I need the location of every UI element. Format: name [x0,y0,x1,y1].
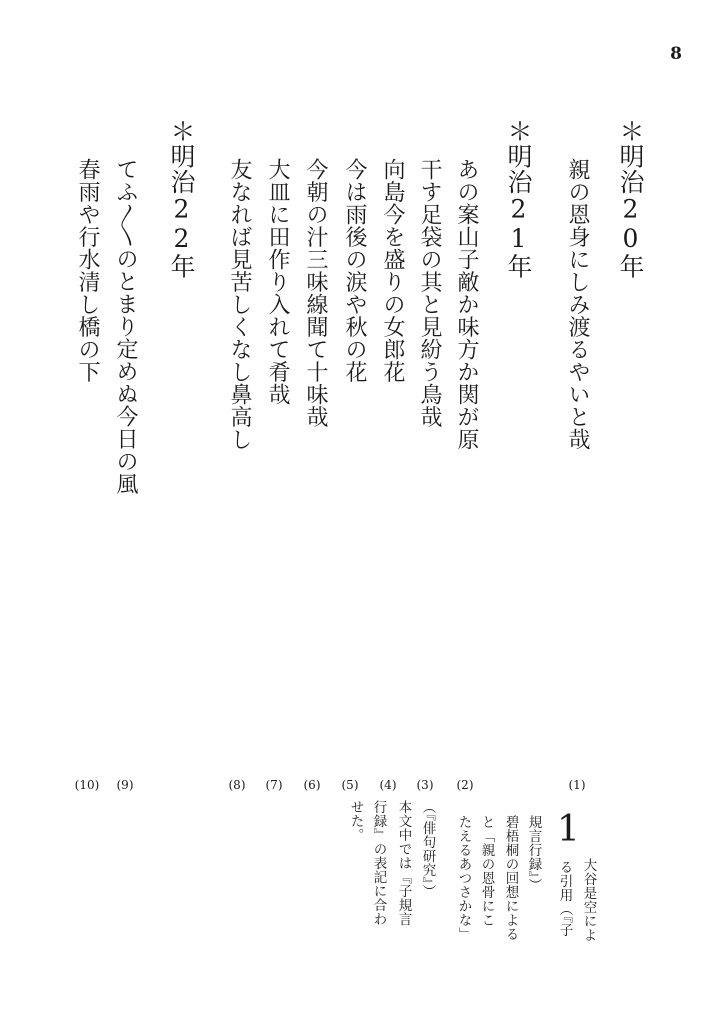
verse-3: 干す足袋の其と見紛う鳥哉 [417,158,442,428]
note-line: （『俳句研究』） [419,800,436,899]
note-number: 1 [557,809,580,850]
note-line: 大谷是空によ [580,858,597,942]
note-line: 規言行録』） [525,815,542,893]
note-line: る引用（『子 [556,860,573,938]
verse-1: 親の恩身にしみ渡るやいと哉 [565,158,590,451]
verse-7: 大皿に田作り入れて肴哉 [265,158,290,406]
note-line: 碧梧桐の回想による [502,815,519,941]
verse-number-4: (4) [379,778,397,792]
note-line: 行録』の表記に合わ [370,800,387,926]
verse-6: 今朝の汁三味線聞て十味哉 [303,158,328,428]
verse-number-3: (3) [416,778,434,792]
note-line: せた。 [347,800,364,842]
section-heading-meiji-21: ＊明治21年 [504,118,533,279]
note-line: たえるあつさかな」 [455,815,472,941]
verse-10: 春雨や行水清し橋の下 [75,158,100,383]
verse-4: 向島今を盛りの女郎花 [380,158,405,383]
verse-number-5: (5) [341,778,359,792]
page-number: 8 [670,44,682,64]
verse-9: てふ〳〵のとまり定めぬ今日の風 [113,158,138,495]
verse-8: 友なれば見苦しくなし鼻高し [227,158,252,451]
verse-number-2: (2) [456,778,474,792]
section-heading-meiji-22: ＊明治22年 [167,118,196,279]
verse-2: あの案山子敵か味方か関が原 [454,158,479,451]
note-line: 本文中では『子規言 [395,800,412,926]
note-line: と「親の恩骨にこ [478,815,495,927]
verse-number-9: (9) [116,778,134,792]
verse-number-1: (1) [568,778,586,792]
verse-number-6: (6) [303,778,321,792]
section-heading-meiji-20: ＊明治20年 [616,118,645,279]
verse-number-7: (7) [265,778,283,792]
verse-number-8: (8) [228,778,246,792]
verse-number-10: (10) [74,778,100,792]
verse-5: 今は雨後の涙や秋の花 [342,158,367,383]
